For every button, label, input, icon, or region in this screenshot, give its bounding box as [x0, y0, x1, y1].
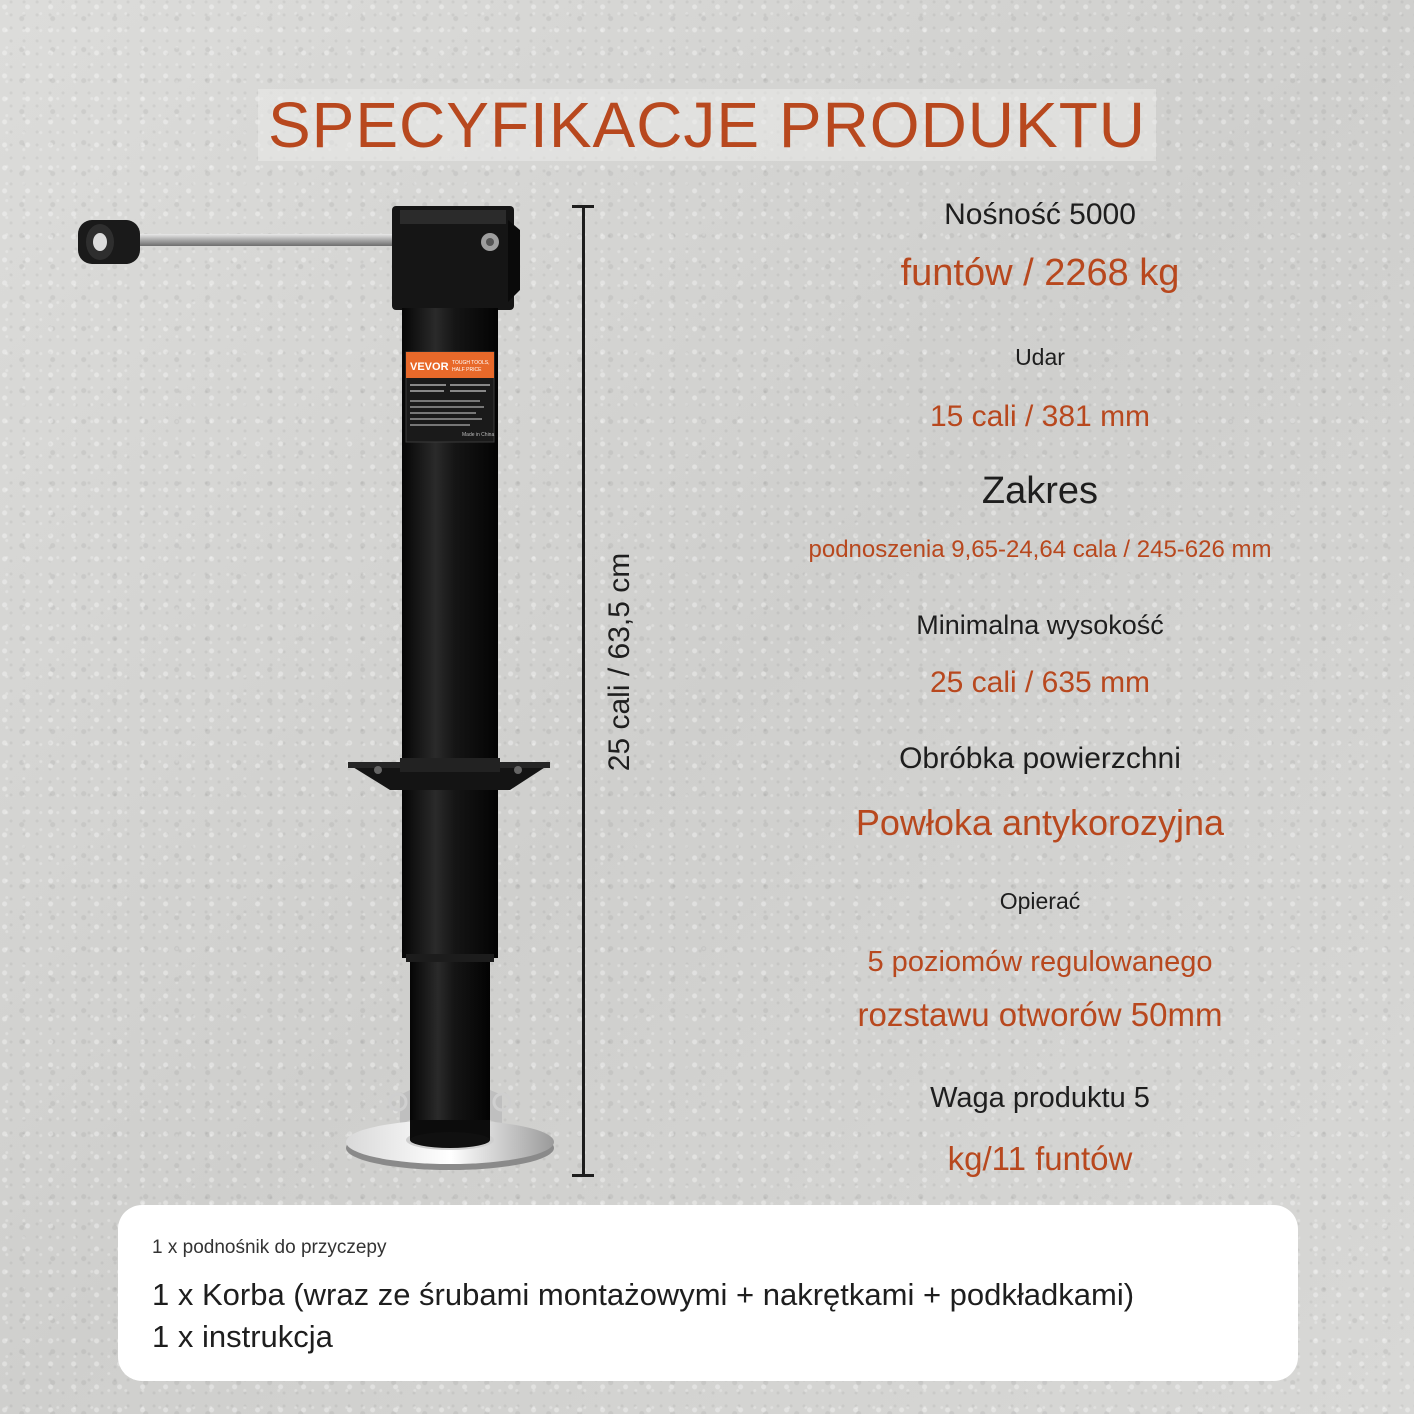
page-title: SPECYFIKACJE PRODUKTU: [0, 88, 1414, 162]
spec-label-range: Zakres: [981, 470, 1099, 512]
spec-value-capacity: funtów / 2268 kg: [900, 252, 1180, 294]
spec-label-stroke: Udar: [1015, 344, 1065, 370]
spec-value-support-line2: rozstawu otworów 50mm: [857, 996, 1223, 1033]
svg-text:TOUGH TOOLS,: TOUGH TOOLS,: [452, 360, 490, 366]
spec-value-weight: kg/11 funtów: [947, 1140, 1133, 1177]
mounting-bracket: [348, 758, 550, 790]
spec-label-capacity: Nośność 5000: [944, 198, 1136, 231]
package-item-crank: 1 x Korba (wraz ze śrubami montażowymi + nakrętkami + podkładkami): [152, 1277, 1135, 1312]
svg-text:HALF PRICE: HALF PRICE: [452, 367, 482, 373]
height-dimension-label: 25 cali / 63,5 cm: [603, 552, 636, 772]
package-item-jack: 1 x podnośnik do przyczepy: [152, 1237, 387, 1258]
height-dimension-line: [570, 205, 600, 1177]
svg-text:VEVOR: VEVOR: [410, 361, 449, 373]
gearbox-housing: [392, 206, 520, 310]
spec-label-weight: Waga produktu 5: [930, 1082, 1150, 1114]
spec-label-min-height: Minimalna wysokość: [916, 610, 1164, 640]
inner-tube: [410, 958, 490, 1148]
spec-value-surface: Powłoka antykorozyjna: [855, 802, 1225, 843]
product-sticker: [406, 352, 494, 442]
package-contents-box: [118, 1205, 1298, 1381]
package-item-manual: 1 x instrukcja: [152, 1319, 333, 1354]
svg-text:Made in China: Made in China: [462, 432, 495, 438]
spec-value-min-height: 25 cali / 635 mm: [929, 666, 1151, 699]
foot-plate: [346, 1120, 554, 1170]
spec-value-range: podnoszenia 9,65-24,64 cala / 245-626 mm: [808, 536, 1272, 563]
spec-value-stroke: 15 cali / 381 mm: [929, 400, 1151, 433]
spec-label-support: Opierać: [999, 888, 1081, 914]
spec-value-support-line1: 5 poziomów regulowanego: [867, 946, 1213, 978]
spec-label-surface: Obróbka powierzchni: [899, 742, 1181, 775]
trailer-jack-image: [60, 190, 580, 1190]
